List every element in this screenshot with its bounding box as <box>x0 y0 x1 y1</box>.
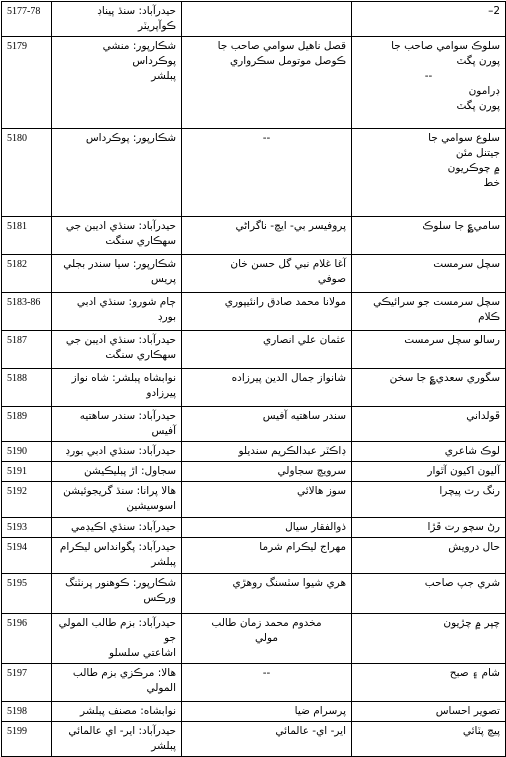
table-row <box>2 217 506 255</box>
author-cell-line: مهراج ليڪرام شرما <box>259 541 346 553</box>
author-cell <box>182 518 352 538</box>
author-cell-line: مولانا محمد صادق رانئيپوري <box>224 296 346 308</box>
title-cell-line: سامي؏ جا سلوڪ <box>422 220 500 232</box>
title-cell <box>352 574 506 614</box>
entry-number: 5188 <box>2 369 52 407</box>
title-cell-line: پيچ پٽائي <box>462 725 500 737</box>
title-cell-line: رڻ سچو رت ڦڙا <box>427 521 500 533</box>
table-row <box>2 129 506 217</box>
title-cell-line: جيتنل مئن <box>455 147 500 159</box>
title-cell <box>352 482 506 518</box>
title-cell-line: ڊرامون <box>468 85 500 97</box>
title-cell-line: سلوع سوامي جا <box>428 132 500 144</box>
title-cell-line: چپر ۾ چڙيون <box>443 617 500 629</box>
title-cell-line: تصوير احساس <box>435 705 500 717</box>
title-cell-line: شام ۽ صبح <box>449 667 500 679</box>
author-cell-line: -- <box>262 132 271 144</box>
title-cell-line: سچل سرمست <box>433 258 500 270</box>
publisher-cell <box>52 2 182 37</box>
publisher-cell <box>52 722 182 757</box>
author-cell-line: ڪوصل موتومل سڪرواري <box>229 55 346 67</box>
title-cell <box>352 331 506 369</box>
author-cell-line: سرويچ سجاولي <box>277 465 346 477</box>
entry-number: 5192 <box>2 482 52 518</box>
entry-number: 5179 <box>2 37 52 129</box>
title-cell-line: 2– <box>488 5 500 17</box>
title-cell <box>352 255 506 293</box>
entry-number: 5183-86 <box>2 293 52 331</box>
publisher-cell-line: حيدرآباد: پگوانداس ليڪرام <box>59 541 176 553</box>
table-row <box>2 331 506 369</box>
title-cell-line: پورن پگٽ <box>456 100 500 112</box>
publisher-cell-line: اشاعتي سلسلو <box>109 647 176 659</box>
author-cell <box>182 369 352 407</box>
author-cell-line: سوز هالائي <box>296 485 346 497</box>
title-cell-line: شري جپ صاحب <box>424 577 500 589</box>
table-row <box>2 462 506 482</box>
author-cell-line: شانواز جمال الدين پيرزاده <box>231 372 346 384</box>
author-cell <box>182 442 352 462</box>
publisher-cell-line: پبلشر <box>151 556 176 568</box>
author-cell-line: -- <box>262 667 271 679</box>
author-cell-line: قصل ناهيل سوامي صاحب جا <box>217 40 346 52</box>
title-cell-line: پورن پگٽ <box>456 55 500 67</box>
entry-number: 5195 <box>2 574 52 614</box>
author-cell <box>182 407 352 442</box>
publisher-cell <box>52 442 182 462</box>
publisher-cell-line: حيدرآباد: سنڌي اديبن جي <box>65 334 176 346</box>
title-cell <box>352 407 506 442</box>
title-cell-line: ڪلام <box>478 311 500 323</box>
publisher-cell <box>52 462 182 482</box>
catalog-table-body <box>2 2 506 757</box>
publisher-cell-line: حيدرآباد: سنڌي اديبن جي <box>65 220 176 232</box>
entry-number: 5194 <box>2 538 52 574</box>
title-cell <box>352 2 506 37</box>
title-cell <box>352 293 506 331</box>
author-cell-line: پرسرام ضيا <box>294 705 346 717</box>
author-cell-line: صوفي <box>317 273 346 285</box>
entry-number: 5196 <box>2 614 52 664</box>
publisher-cell <box>52 331 182 369</box>
entry-number: 5182 <box>2 255 52 293</box>
title-cell <box>352 664 506 702</box>
entry-number: 5181 <box>2 217 52 255</box>
publisher-cell <box>52 518 182 538</box>
author-cell-line: ذوالفقار سيال <box>285 521 346 533</box>
publisher-cell-line: المولي <box>146 682 176 694</box>
entry-number: 5177-78 <box>2 2 52 37</box>
title-cell-line: رنگ رت پيچرا <box>439 485 500 497</box>
title-cell-line: رسالو سچل سرمست <box>404 334 500 346</box>
title-cell <box>352 614 506 664</box>
publisher-cell-line: شڪارپور: سيا سندر بجلي <box>63 258 176 270</box>
title-cell-line: خط <box>483 177 500 189</box>
publisher-cell-line: پريس <box>150 273 176 285</box>
author-cell-line: اير- اي- عالمائي <box>275 725 346 737</box>
publisher-cell <box>52 614 182 664</box>
publisher-cell-line: ڄام شورو: سنڌي ادبي بورڊ <box>76 296 176 323</box>
title-cell-line: آليون اکيون آٿوار <box>427 465 500 477</box>
title-cell-line: سلوڪ سوامي صاحب جا <box>391 40 500 52</box>
publisher-cell-line: سهڪاري سنگت <box>105 349 176 361</box>
title-cell <box>352 722 506 757</box>
publisher-cell-line: پيرزادو <box>146 387 176 399</box>
publisher-cell <box>52 369 182 407</box>
author-cell <box>182 574 352 614</box>
author-cell-line: پروفيسر بي- ايچ- ناگراڻي <box>235 220 346 232</box>
publisher-cell-line: سهڪاري سنگت <box>105 235 176 247</box>
title-cell-line: -- <box>424 70 433 82</box>
entry-number: 5199 <box>2 722 52 757</box>
title-cell <box>352 518 506 538</box>
table-row <box>2 664 506 702</box>
title-cell-line: ۾ چوڪريون <box>447 162 500 174</box>
author-cell-line: سندر ساهتيه آفيس <box>262 410 346 422</box>
author-cell <box>182 538 352 574</box>
title-cell <box>352 462 506 482</box>
publisher-cell-line: هالا: مرڪزي بزم طالب <box>72 667 176 679</box>
table-row <box>2 293 506 331</box>
publisher-cell <box>52 129 182 217</box>
author-cell-line: مولي <box>255 632 278 644</box>
table-row <box>2 369 506 407</box>
publisher-cell <box>52 217 182 255</box>
entry-number: 5189 <box>2 407 52 442</box>
publisher-cell-line: ورڪس <box>143 592 176 604</box>
table-row <box>2 407 506 442</box>
title-cell <box>352 369 506 407</box>
publisher-cell-line: شڪارپور: پوڪرداس <box>85 132 176 144</box>
title-cell <box>352 538 506 574</box>
author-cell <box>182 664 352 702</box>
table-row <box>2 574 506 614</box>
publisher-cell <box>52 37 182 129</box>
publisher-cell-line: حيدرآباد: سندر ساهتيه آفيس <box>79 410 176 437</box>
author-cell-line: ڊاڪٽر عبدالڪريم سنديلو <box>238 445 346 457</box>
publisher-cell-line: نوابشاه: مصنف پبلشر <box>80 705 176 717</box>
author-cell <box>182 255 352 293</box>
publisher-cell-line: حيدرآباد: سنڌي اڪيڊمي <box>71 521 176 533</box>
entry-number: 5198 <box>2 702 52 722</box>
author-cell <box>182 614 352 664</box>
title-cell-line: سگوري سعدي؏ جا سخن <box>389 372 500 384</box>
entry-number: 5180 <box>2 129 52 217</box>
publisher-cell-line: حيدرآباد: اير- اي عالمائي <box>68 725 176 737</box>
publisher-cell-line: حيدرآباد: سنڌ پيناڊ ڪوآپريٽر <box>97 5 176 32</box>
entry-number: 5191 <box>2 462 52 482</box>
author-cell-line: مخدوم محمد زمان طالب <box>211 617 322 629</box>
author-cell <box>182 217 352 255</box>
author-cell <box>182 331 352 369</box>
author-cell <box>182 702 352 722</box>
table-row <box>2 614 506 664</box>
publisher-cell-line: سجاول: اڙ پبليڪيشن <box>83 465 176 477</box>
table-row <box>2 2 506 37</box>
author-cell <box>182 129 352 217</box>
title-cell-line: حال درويش <box>448 541 500 553</box>
publisher-cell <box>52 538 182 574</box>
publisher-cell-line: هالا پرانا: سنڌ گريجوئيشن <box>63 485 176 497</box>
publisher-cell <box>52 407 182 442</box>
entry-number: 5187 <box>2 331 52 369</box>
publisher-cell <box>52 255 182 293</box>
title-cell-line: سچل سرمست جو سرائيڪي <box>373 296 500 308</box>
author-cell <box>182 37 352 129</box>
author-cell <box>182 722 352 757</box>
title-cell <box>352 37 506 129</box>
publisher-cell-line: اسوسيشين <box>126 500 176 512</box>
table-row <box>2 255 506 293</box>
table-row <box>2 442 506 462</box>
table-row <box>2 722 506 757</box>
table-row <box>2 518 506 538</box>
entry-number: 5197 <box>2 664 52 702</box>
entry-number: 5193 <box>2 518 52 538</box>
publisher-cell-line: شڪارپور: منشي پوڪرداس <box>102 40 176 67</box>
table-row <box>2 538 506 574</box>
catalog-table <box>1 1 506 757</box>
publisher-cell <box>52 574 182 614</box>
title-cell-line: لوڪ شاعري <box>444 445 500 457</box>
author-cell <box>182 293 352 331</box>
title-cell <box>352 442 506 462</box>
publisher-cell-line: پبلشر <box>151 70 176 82</box>
title-cell <box>352 129 506 217</box>
table-row <box>2 702 506 722</box>
table-row <box>2 482 506 518</box>
author-cell <box>182 462 352 482</box>
title-cell-line: ڦولداني <box>466 410 500 422</box>
title-cell <box>352 702 506 722</box>
publisher-cell-line: حيدرآباد: بزم طالب المولي جو <box>58 617 176 644</box>
publisher-cell <box>52 702 182 722</box>
author-cell <box>182 482 352 518</box>
author-cell-line: عثمان علي انصاري <box>262 334 346 346</box>
entry-number: 5190 <box>2 442 52 462</box>
publisher-cell <box>52 664 182 702</box>
table-row <box>2 37 506 129</box>
publisher-cell <box>52 293 182 331</box>
author-cell-line: هري شيوا سٽسنگ روهڙي <box>232 577 346 589</box>
title-cell <box>352 217 506 255</box>
publisher-cell-line: حيدرآباد: سنڌي ادبي بورڊ <box>65 445 176 457</box>
publisher-cell <box>52 482 182 518</box>
author-cell <box>182 2 352 37</box>
publisher-cell-line: نوابشاه پبلشر: شاه نواز <box>71 372 176 384</box>
author-cell-line: آغا غلام نبي گل حسن خان <box>230 258 346 270</box>
publisher-cell-line: شڪارپور: ڪوهنور پرنٽنگ <box>65 577 176 589</box>
publisher-cell-line: پبلشر <box>151 740 176 752</box>
